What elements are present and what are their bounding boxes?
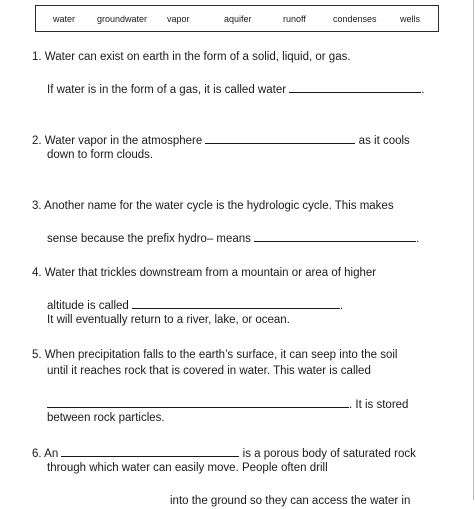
answer-blank[interactable] — [205, 131, 355, 144]
question-text: is a porous body of saturated rock — [242, 448, 416, 460]
question-text: as it cools — [358, 135, 410, 147]
word-bank-item: runoff — [283, 14, 306, 24]
question-text: until it reaches rock that is covered in water. This water is called — [47, 365, 371, 377]
question-text: down to form clouds. — [47, 149, 154, 161]
question-text: Water vapor in the atmosphere — [44, 135, 203, 147]
word-bank-item: groundwater — [97, 14, 148, 24]
question-text: sense because the prefix hydro– means — [47, 233, 251, 245]
question-number: 1. — [32, 51, 42, 63]
question-text: into the ground so they can access the water in — [170, 495, 411, 507]
question-text: Another name for the water cycle is the hydrologic cycle. This makes — [44, 200, 394, 212]
question-number: 2. — [32, 135, 42, 147]
question-text: through which water can easily move. People often drill — [47, 462, 328, 474]
word-bank-item: vapor — [167, 14, 190, 24]
word-bank-item: water — [53, 14, 76, 24]
question-text: . — [340, 300, 344, 312]
word-bank-item: condenses — [333, 14, 377, 24]
word-bank-item: aquifer — [224, 14, 252, 24]
question-text: altitude is called — [47, 300, 129, 312]
question-text: between rock particles. — [47, 412, 165, 424]
question-text: When precipitation falls to the earth’s surface, it can seep into the soil — [44, 349, 398, 361]
question-number: 6. — [32, 448, 42, 460]
question-text: Water can exist on earth in the form of a solid, liquid, or gas. — [44, 51, 351, 63]
question-number: 5. — [32, 349, 42, 361]
question-text: . — [416, 233, 420, 245]
question-number: 3. — [32, 200, 42, 212]
answer-blank[interactable] — [61, 444, 239, 457]
answer-blank[interactable] — [289, 80, 421, 93]
word-bank — [35, 5, 439, 32]
question-text: . It is stored — [349, 399, 409, 411]
question-number: 4. — [32, 267, 42, 279]
word-bank-item: wells — [400, 14, 421, 24]
question-text: If water is in the form of a gas, it is called water — [47, 84, 287, 96]
question-text: Water that trickles downstream from a mountain or area of higher — [44, 267, 377, 279]
answer-blank[interactable] — [132, 296, 340, 309]
answer-blank[interactable] — [47, 395, 349, 408]
question-text: It will eventually return to a river, lake, or ocean. — [47, 314, 290, 326]
question-text: . — [421, 84, 425, 96]
question-text: An — [44, 448, 59, 460]
page-edge — [473, 0, 474, 500]
answer-blank[interactable] — [254, 229, 416, 242]
